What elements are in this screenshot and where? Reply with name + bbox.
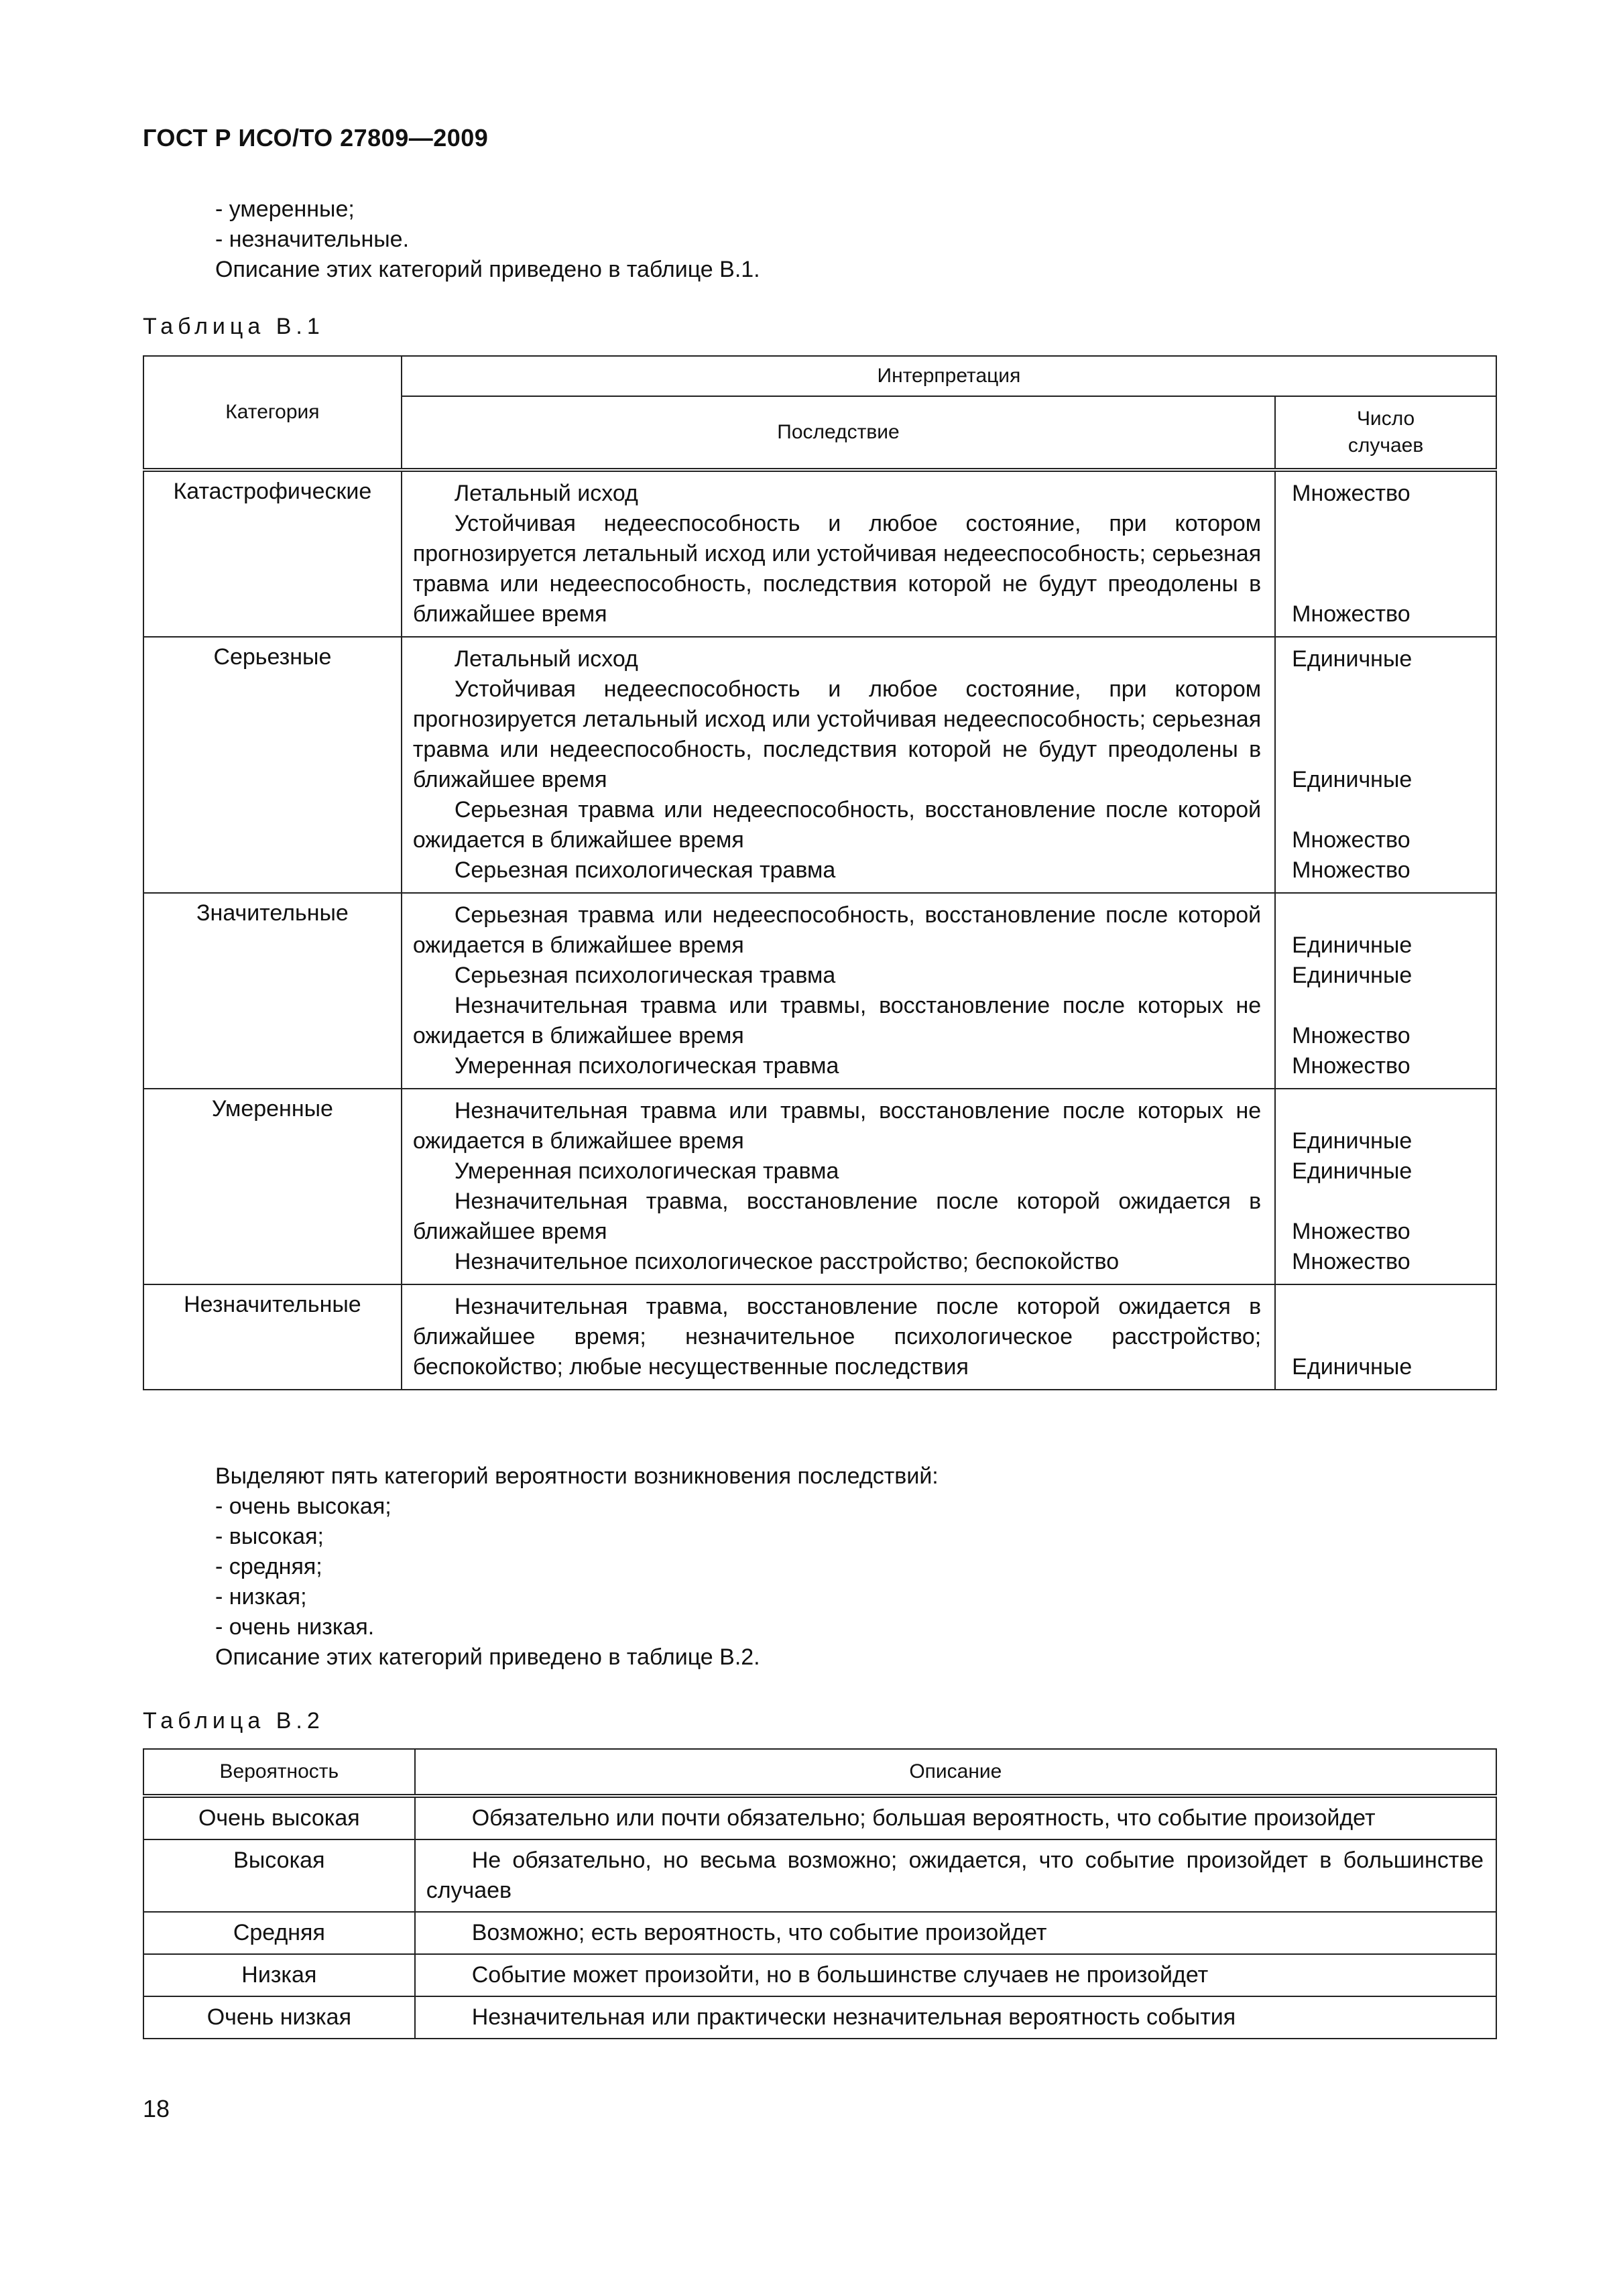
- probability-cell: Низкая: [143, 1954, 415, 1996]
- count-text: [1292, 1322, 1485, 1352]
- category-cell: Серьезные: [143, 637, 402, 893]
- header-count: [1275, 396, 1496, 470]
- table-row: [143, 1839, 1496, 1912]
- count-text: [1292, 735, 1485, 765]
- count-text: Единичные: [1292, 963, 1412, 988]
- count-text: [1292, 991, 1485, 1021]
- consequence-cell: [402, 470, 1275, 637]
- count-text: [1292, 900, 1485, 930]
- table-row: [143, 1796, 1496, 1839]
- consequence-text: Умеренная психологическая травма: [454, 1158, 839, 1184]
- consequence-cell: [402, 637, 1275, 893]
- table-b1: [143, 355, 1497, 1390]
- count-text: Единичные: [1292, 646, 1412, 672]
- probability-cell: Очень высокая: [143, 1796, 415, 1839]
- table2-caption: Таблица В.2: [143, 1708, 324, 1734]
- consequence-cell: [402, 893, 1275, 1089]
- count-cell: [1275, 470, 1496, 637]
- probability-cell: Высокая: [143, 1839, 415, 1912]
- description-cell: Незначительная или практически незначительная вероятность события: [415, 1996, 1496, 2039]
- category-cell: Катастрофические: [143, 470, 402, 637]
- count-text: [1292, 705, 1485, 735]
- intro-block: [143, 194, 760, 285]
- description-cell: Не обязательно, но весьма возможно; ожидается, что событие произойдет в большинстве случаев: [415, 1839, 1496, 1912]
- consequence-text: Серьезная травма или недееспособность, восстановление после которой ожидается в ближайшее время: [412, 797, 1262, 853]
- count-text: [1292, 1096, 1485, 1126]
- document-title: ГОСТ Р ИСО/ТО 27809—2009: [143, 124, 489, 152]
- list-item: - низкая;: [215, 1584, 307, 1610]
- consequence-text: Незначительная травма или травмы, восстановление после которых не ожидается в ближайшее время: [412, 1098, 1262, 1154]
- category-cell: Значительные: [143, 893, 402, 1089]
- count-text: [1292, 539, 1485, 569]
- count-cell: [1275, 1284, 1496, 1390]
- count-text: Единичные: [1292, 1128, 1412, 1154]
- category-cell: Незначительные: [143, 1284, 402, 1390]
- list-item: - средняя;: [215, 1554, 322, 1579]
- count-text: Множество: [1292, 1249, 1410, 1274]
- count-text: Единичные: [1292, 767, 1412, 792]
- middle-note: Описание этих категорий приведено в таблице В.2.: [215, 1644, 760, 1670]
- table-row: [143, 1284, 1496, 1390]
- header-count-line1: Число: [1356, 408, 1415, 430]
- count-text: Множество: [1292, 1219, 1410, 1244]
- count-cell: [1275, 1089, 1496, 1284]
- consequence-text: Серьезная психологическая травма: [454, 963, 836, 988]
- count-text: Множество: [1292, 481, 1410, 506]
- consequence-text: Летальный исход: [454, 481, 638, 506]
- count-text: Единичные: [1292, 1158, 1412, 1184]
- consequence-cell: [402, 1284, 1275, 1390]
- consequence-text: Незначительное психологическое расстройство; беспокойство: [454, 1249, 1120, 1274]
- middle-block: [143, 1461, 939, 1673]
- list-item: - очень низкая.: [215, 1614, 375, 1640]
- header-probability: Вероятность: [143, 1749, 415, 1796]
- description-cell: Обязательно или почти обязательно; большая вероятность, что событие произойдет: [415, 1796, 1496, 1839]
- count-text: [1292, 509, 1485, 539]
- header-category: Категория: [143, 356, 402, 470]
- count-text: Множество: [1292, 1053, 1410, 1079]
- page-number: 18: [143, 2095, 170, 2122]
- consequence-text: Серьезная психологическая травма: [454, 857, 836, 883]
- table-row: [143, 637, 1496, 893]
- table-b2: [143, 1748, 1497, 2039]
- header-interpretation: Интерпретация: [402, 356, 1496, 396]
- list-item: - умеренные;: [215, 196, 355, 222]
- consequence-text: Незначительная травма, восстановление после которой ожидается в ближайшее время: [412, 1189, 1262, 1244]
- count-text: Множество: [1292, 601, 1410, 627]
- category-cell: Умеренные: [143, 1089, 402, 1284]
- probability-cell: Средняя: [143, 1912, 415, 1954]
- count-text: [1292, 569, 1485, 599]
- consequence-text: Умеренная психологическая травма: [454, 1053, 839, 1079]
- description-cell: Событие может произойти, но в большинстве случаев не произойдет: [415, 1954, 1496, 1996]
- table-row: [143, 893, 1496, 1089]
- table-row: [143, 470, 1496, 637]
- list-item: - незначительные.: [215, 227, 410, 252]
- consequence-text: Незначительная травма, восстановление после которой ожидается в ближайшее время; незначительное психологическое расстройство; беспокойство; любые несущественные последствия: [412, 1294, 1262, 1380]
- count-text: Множество: [1292, 827, 1410, 853]
- probability-cell: Очень низкая: [143, 1996, 415, 2039]
- count-text: Множество: [1292, 1023, 1410, 1048]
- header-consequence: Последствие: [402, 396, 1275, 470]
- count-text: [1292, 674, 1485, 705]
- count-cell: [1275, 637, 1496, 893]
- count-text: Множество: [1292, 857, 1410, 883]
- consequence-text: Летальный исход: [454, 646, 638, 672]
- list-item: - очень высокая;: [215, 1494, 392, 1519]
- consequence-text: Устойчивая недееспособность и любое состояние, при котором прогнозируется летальный исход или устойчивая недееспособность; серьезная травма или недееспособность, последствия которой не будут преодолены в ближайшее время: [412, 511, 1262, 627]
- consequence-cell: [402, 1089, 1275, 1284]
- middle-intro: Выделяют пять категорий вероятности возникновения последствий:: [215, 1463, 939, 1489]
- table-row: [143, 1996, 1496, 2039]
- description-cell: Возможно; есть вероятность, что событие произойдет: [415, 1912, 1496, 1954]
- count-text: [1292, 1187, 1485, 1217]
- count-text: Единичные: [1292, 932, 1412, 958]
- table-row: [143, 1912, 1496, 1954]
- count-cell: [1275, 893, 1496, 1089]
- list-item: - высокая;: [215, 1524, 324, 1549]
- consequence-text: Незначительная травма или травмы, восстановление после которых не ожидается в ближайшее время: [412, 993, 1262, 1048]
- table-row: [143, 1954, 1496, 1996]
- table-row: [143, 1089, 1496, 1284]
- count-text: [1292, 795, 1485, 825]
- header-description: Описание: [415, 1749, 1496, 1796]
- table1-caption: Таблица В.1: [143, 314, 324, 339]
- header-count-line2: случаев: [1347, 434, 1424, 457]
- consequence-text: Серьезная травма или недееспособность, восстановление после которой ожидается в ближайшее время: [412, 902, 1262, 958]
- count-text: Единичные: [1292, 1354, 1412, 1380]
- count-text: [1292, 1292, 1485, 1322]
- intro-note: Описание этих категорий приведено в таблице В.1.: [215, 257, 760, 282]
- consequence-text: Устойчивая недееспособность и любое состояние, при котором прогнозируется летальный исход или устойчивая недееспособность; серьезная травма или недееспособность, последствия которой не будут преодолены в ближайшее время: [412, 676, 1262, 792]
